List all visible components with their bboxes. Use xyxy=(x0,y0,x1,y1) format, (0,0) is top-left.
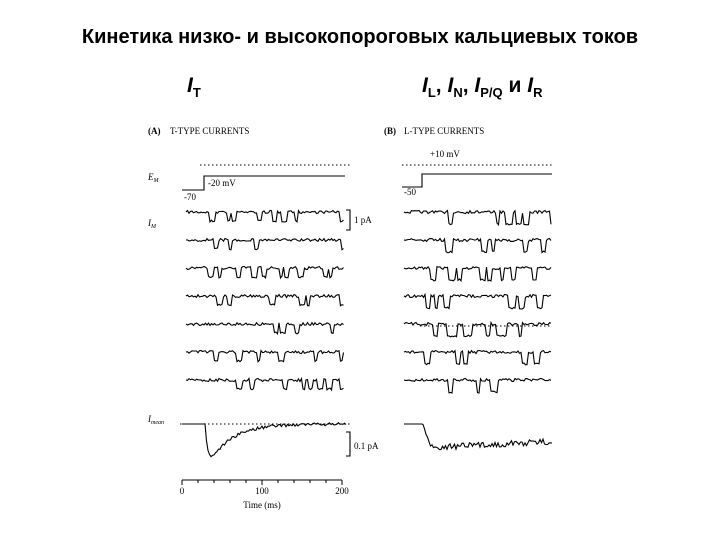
header-i2: I xyxy=(447,74,454,97)
panel-a-mean-trace xyxy=(182,423,346,457)
header-t-sub: T xyxy=(192,85,201,100)
panel-a-sweep-6 xyxy=(186,351,344,362)
mean-label: $I_{mean}$ xyxy=(148,414,164,426)
panel-a-step-value: -20 mV xyxy=(208,178,236,188)
time-axis-ticks xyxy=(182,480,342,485)
time-axis-label: Time (ms) xyxy=(243,500,281,510)
panel-b-sweep-5 xyxy=(404,323,551,337)
panel-a-sweep-5 xyxy=(186,323,344,334)
tick-label-100: 100 xyxy=(255,486,269,496)
scale-bar-current xyxy=(346,210,350,230)
scale-current-label: 1 pA xyxy=(354,215,372,225)
em-label: $E_M$ xyxy=(148,172,159,184)
panel-b-sweep-2 xyxy=(404,239,551,253)
panel-b-title: L-TYPE CURRENTS xyxy=(404,126,485,136)
header-s3: P/Q xyxy=(480,85,503,100)
panel-b-sweeps xyxy=(404,211,551,394)
panel-a-title: T-TYPE CURRENTS xyxy=(170,126,250,136)
panel-a-sweep-3 xyxy=(186,267,344,279)
scale-bar-mean xyxy=(346,432,350,456)
header-sep1: , xyxy=(435,74,448,97)
header-s2: N xyxy=(453,85,463,100)
tick-label-200: 200 xyxy=(335,486,349,496)
panel-a-sweep-2 xyxy=(186,239,344,250)
panel-a-sweep-4 xyxy=(186,295,344,306)
panel-b-voltage-step xyxy=(402,174,552,187)
panel-b-holding-value: -50 xyxy=(404,187,416,197)
panel-b-label: (B) xyxy=(384,126,396,136)
header-sep3: и xyxy=(502,74,528,97)
panel-b-sweep-3 xyxy=(404,267,551,281)
panel-a-sweep-7 xyxy=(186,379,344,391)
header-t-main: I xyxy=(187,74,193,97)
panel-a-voltage-step xyxy=(182,176,345,190)
panel-b-sweep-7 xyxy=(404,379,551,394)
scale-mean-label: 0.1 pA xyxy=(354,441,379,451)
slide-title: Кинетика низко- и высокопороговых кальциевых токов xyxy=(81,26,639,48)
panel-b-mean-trace xyxy=(404,424,552,450)
panel-b-sweep-1 xyxy=(404,211,551,225)
header-i1: I xyxy=(422,74,428,97)
header-s4: R xyxy=(533,85,543,100)
panel-a-label: (A) xyxy=(148,126,161,136)
panel-b-step-value: +10 mV xyxy=(430,149,460,159)
tick-label-0: 0 xyxy=(179,486,185,496)
panel-a-sweep-1 xyxy=(186,211,344,222)
panel-a-sweeps xyxy=(186,211,344,391)
panel-a-holding-value: -70 xyxy=(184,192,196,202)
header-i3: I xyxy=(474,74,481,97)
header-sep2: , xyxy=(462,74,475,97)
header-s1: L xyxy=(427,85,436,100)
im-label: $I_M$ xyxy=(148,218,156,230)
header-i4: I xyxy=(527,74,534,97)
panel-b-sweep-4 xyxy=(404,295,551,309)
panel-b-sweep-6 xyxy=(404,351,551,365)
